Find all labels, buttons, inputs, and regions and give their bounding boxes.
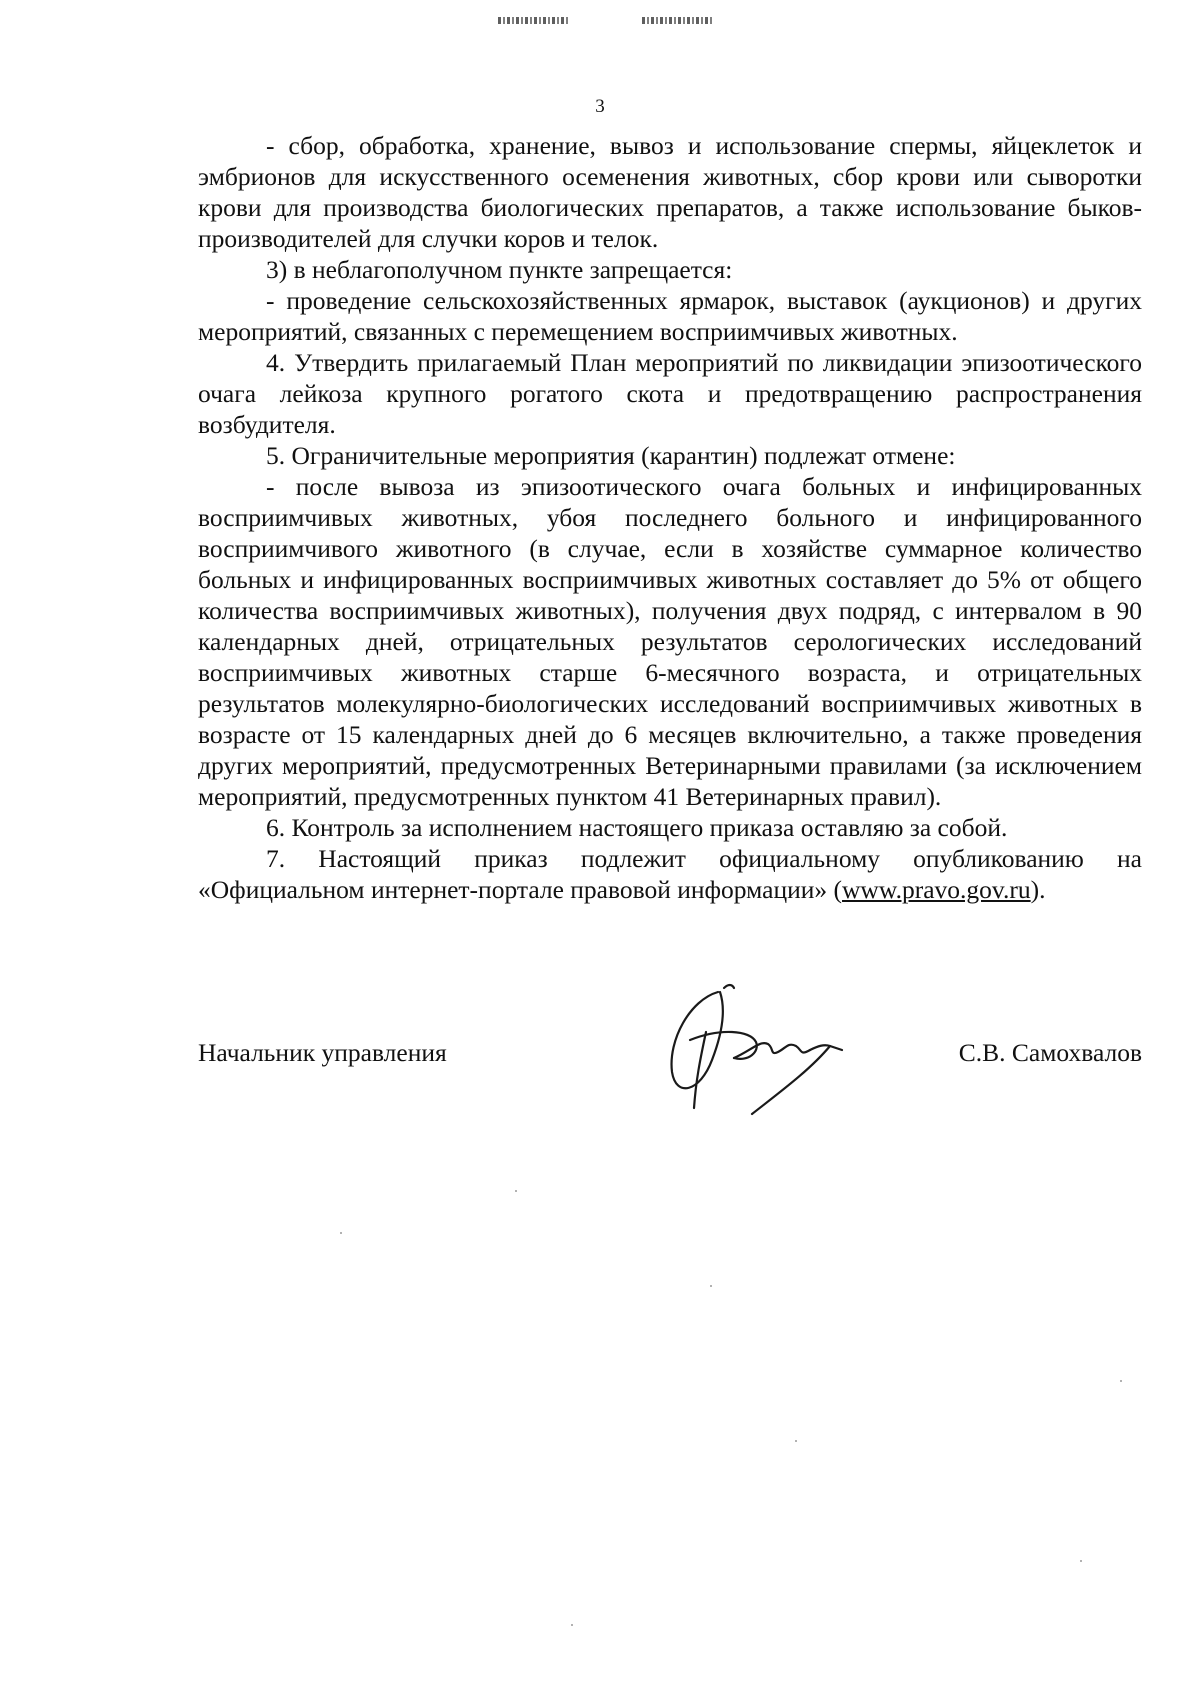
paragraph-item-7-text: 7. Настоящий приказ подлежит официальному опубликованию на «Официальном интернет-портале правовой информации» ( bbox=[198, 844, 1142, 904]
scan-header-artifact bbox=[0, 14, 1200, 28]
paragraph-item-3: 3) в неблагополучном пункте запрещается: bbox=[266, 255, 733, 284]
signature-block bbox=[198, 1038, 1142, 1078]
scan-speck bbox=[1120, 1380, 1122, 1382]
paragraph-item-4: 4. Утвердить прилагаемый План мероприятий по ликвидации эпизоотического очага лейкоза крупного рогатого скота и предотвращению распространения возбудителя. bbox=[198, 348, 1142, 439]
scan-speck bbox=[571, 1624, 573, 1626]
scan-speck bbox=[515, 1190, 517, 1192]
pravo-gov-link[interactable]: www.pravo.gov.ru bbox=[842, 875, 1031, 904]
scan-speck bbox=[795, 1440, 797, 1442]
document-body bbox=[198, 130, 1142, 905]
paragraph-item-5: 5. Ограничительные мероприятия (карантин) подлежат отмене: bbox=[266, 441, 956, 470]
scan-artifact-right bbox=[642, 17, 712, 24]
signatory-title: Начальник управления bbox=[198, 1038, 447, 1067]
scan-speck bbox=[710, 1285, 712, 1287]
scan-speck bbox=[340, 1232, 342, 1234]
scan-artifact-left bbox=[498, 17, 570, 24]
page-number: 3 bbox=[595, 96, 605, 117]
scan-speck bbox=[1080, 1560, 1082, 1562]
paragraph-collection-ban: - сбор, обработка, хранение, вывоз и использование спермы, яйцеклеток и эмбрионов для искусственного осеменения животных, сбор крови или сыворотки крови для производства биологических препаратов, а также использование быков-производителей для случки коров и телок. bbox=[198, 131, 1142, 253]
paragraph-item-7-tail: ). bbox=[1030, 875, 1046, 904]
paragraph-item-6: 6. Контроль за исполнением настоящего приказа оставляю за собой. bbox=[266, 813, 1008, 842]
signatory-name: С.В. Самохвалов bbox=[958, 1038, 1142, 1067]
paragraph-quarantine-lift-conditions: - после вывоза из эпизоотического очага больных и инфицированных восприимчивых животных, убоя последнего больного и инфицированного восприимчивого животного (в случае, если в хозяйстве суммарное количество больных и инфицированных восприимчивых животных составляет до 5% от общего количества восприимчивых животных), получения двух подряд, с интервалом в 90 календарных дней, отрицательных результатов серологических исследований восприимчивых животных старше 6-месячного возраста, и отрицательных результатов молекулярно-биологических исследований восприимчивых животных в возрасте от 15 календарных дней до 6 месяцев включительно, а также проведения других мероприятий, предусмотренных Ветеринарными правилами (за исключением мероприятий, предусмотренных пунктом 41 Ветеринарных правил). bbox=[198, 472, 1142, 811]
paragraph-item-7 bbox=[198, 843, 1142, 905]
paragraph-fairs-ban: - проведение сельскохозяйственных ярмарок, выставок (аукционов) и других мероприятий, связанных с перемещением восприимчивых животных. bbox=[198, 286, 1142, 346]
